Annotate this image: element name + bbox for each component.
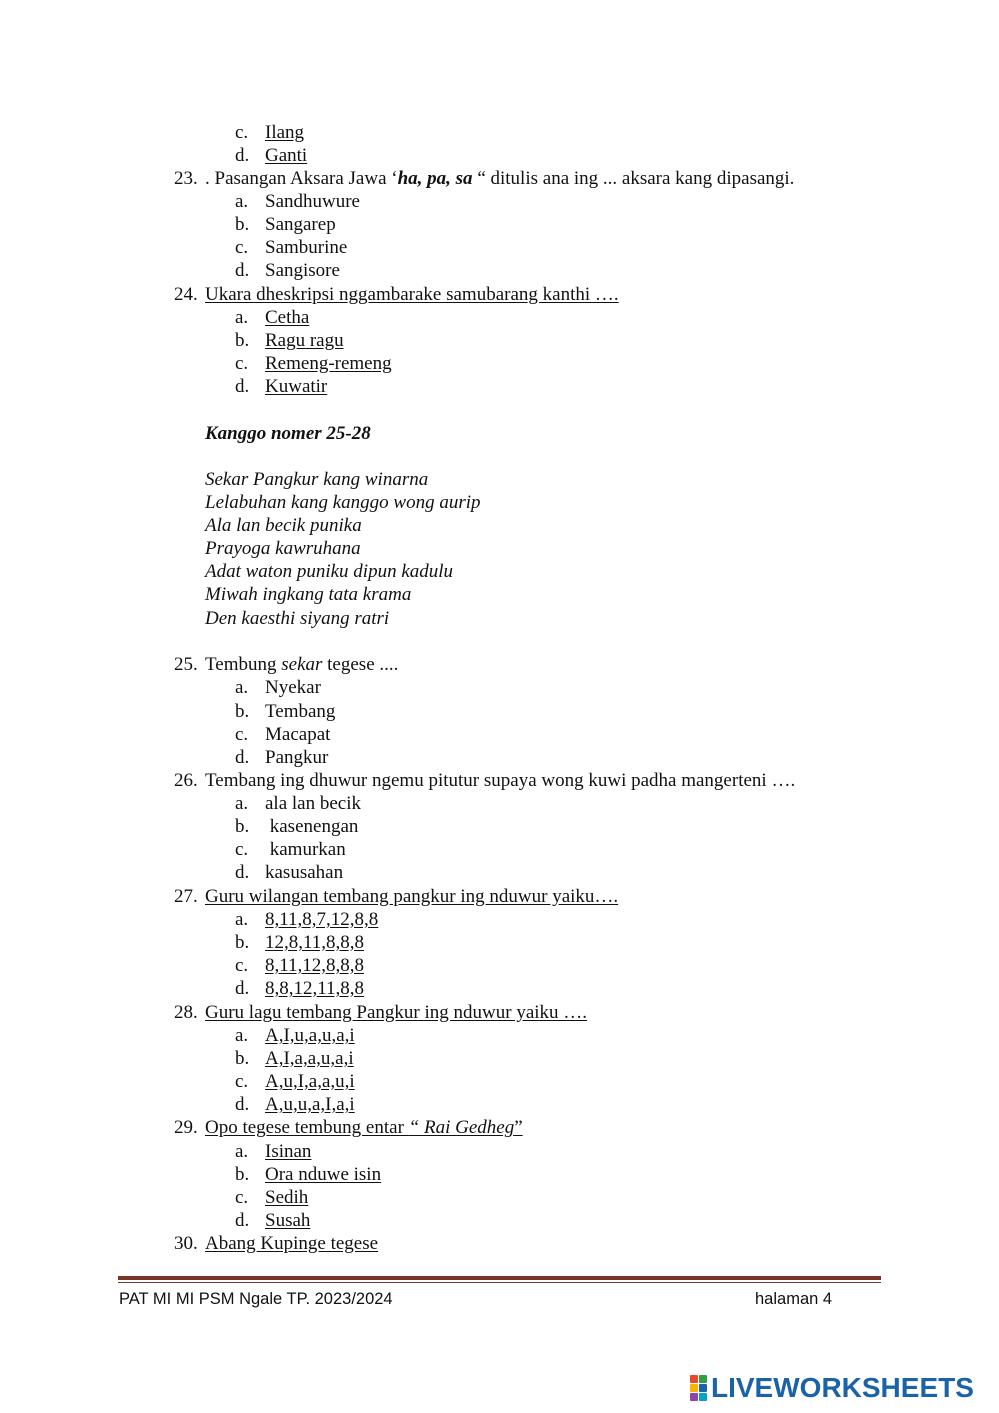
- logo-square: [690, 1393, 698, 1401]
- liveworksheets-logo: [690, 1373, 974, 1403]
- q23-option-d: [235, 259, 340, 282]
- option-text: Kuwatir: [265, 376, 328, 397]
- logo-square: [690, 1384, 698, 1392]
- option-text: Ora nduwe isin: [265, 1164, 382, 1185]
- brand-wordmark: LIVEWORKSHEETS: [711, 1372, 974, 1403]
- question-24: [174, 283, 619, 306]
- q25-option-c: [235, 723, 330, 746]
- question-number: 25.: [174, 654, 198, 675]
- q29-option-b: [235, 1163, 381, 1186]
- q28-option-d: [235, 1093, 355, 1116]
- option-letter: d.: [235, 747, 250, 768]
- option-text: A,I,a,a,u,a,i: [265, 1048, 354, 1069]
- question-number: 30.: [174, 1233, 198, 1254]
- q26-option-c: [235, 838, 346, 861]
- option-text: Sedih: [265, 1187, 309, 1208]
- option-letter: d.: [235, 1094, 250, 1115]
- option-text: kamurkan: [265, 839, 346, 860]
- option-letter: b.: [235, 816, 250, 837]
- q23-option-a: [235, 190, 360, 213]
- q23-option-b: [235, 213, 336, 236]
- passage-line: Ala lan becik punika: [205, 515, 362, 536]
- option-letter: d.: [235, 145, 250, 166]
- option-text: A,u,I,a,a,u,i: [265, 1071, 355, 1092]
- option-letter: a.: [235, 1141, 249, 1162]
- option-text: Ganti: [265, 145, 308, 166]
- option-text: A,u,u,a,I,a,i: [265, 1094, 355, 1115]
- option-letter: a.: [235, 677, 249, 698]
- option-text: A,I,u,a,u,a,i: [265, 1025, 355, 1046]
- option-letter: c.: [235, 955, 249, 976]
- option-text: Tembang: [265, 701, 336, 722]
- q23-option-c: [235, 236, 347, 259]
- passage-line: Prayoga kawruhana: [205, 538, 361, 559]
- question-28: [174, 1001, 587, 1024]
- question-number: 24.: [174, 284, 198, 305]
- option-letter: d.: [235, 1210, 250, 1231]
- footer-left: PAT MI MI PSM Ngale TP. 2023/2024: [119, 1290, 393, 1308]
- option-letter: b.: [235, 932, 250, 953]
- question-text-post: ”: [514, 1117, 523, 1138]
- q26-option-d: [235, 861, 343, 884]
- passage-line: Den kaesthi siyang ratri: [205, 608, 390, 629]
- option-letter: b.: [235, 1164, 250, 1185]
- passage-line: Sekar Pangkur kang winarna: [205, 469, 429, 490]
- footer-rule: [118, 1276, 881, 1280]
- passage-heading: Kanggo nomer 25-28: [205, 423, 371, 444]
- logo-square: [699, 1375, 707, 1383]
- option-letter: b.: [235, 701, 250, 722]
- option-text: Samburine: [265, 237, 348, 258]
- option-letter: c.: [235, 122, 249, 143]
- question-text-italic: sekar: [281, 654, 323, 675]
- q27-option-a: [235, 908, 378, 931]
- option-letter: c.: [235, 839, 249, 860]
- option-text: Sandhuwure: [265, 191, 360, 212]
- q24-option-b: [235, 329, 344, 352]
- question-text-post: tegese ....: [322, 654, 399, 675]
- q24-option-c: [235, 352, 392, 375]
- logo-grid-icon: [690, 1375, 707, 1401]
- option-text: Susah: [265, 1210, 311, 1231]
- q27-option-c: [235, 954, 364, 977]
- option-text: 12,8,11,8,8,8: [265, 932, 365, 953]
- q29-option-a: [235, 1140, 311, 1163]
- question-25: [174, 653, 398, 676]
- q29-option-c: [235, 1186, 308, 1209]
- question-27: [174, 885, 618, 908]
- q24-option-a: [235, 306, 309, 329]
- option-letter: c.: [235, 724, 249, 745]
- footer-rule-thin: [118, 1282, 881, 1283]
- option-letter: b.: [235, 330, 250, 351]
- option-letter: a.: [235, 191, 249, 212]
- option-text: 8,11,8,7,12,8,8: [265, 909, 379, 930]
- logo-square: [699, 1393, 707, 1401]
- page-number: halaman 4: [755, 1290, 833, 1308]
- option-text: 8,8,12,11,8,8: [265, 978, 365, 999]
- passage-line: Lelabuhan kang kanggo wong aurip: [205, 492, 481, 513]
- option-letter: c.: [235, 353, 249, 374]
- question-number: 23.: [174, 168, 198, 189]
- option-letter: c.: [235, 237, 249, 258]
- q26-option-b: [235, 815, 358, 838]
- option-text: Remeng-remeng: [265, 353, 392, 374]
- option-letter: a.: [235, 1025, 249, 1046]
- option-letter: a.: [235, 307, 249, 328]
- question-text: Tembang ing dhuwur ngemu pitutur supaya wong kuwi padha mangerteni ….: [205, 770, 796, 791]
- question-number: 26.: [174, 770, 198, 791]
- option-text: kasenengan: [265, 816, 359, 837]
- option-text: Sangisore: [265, 260, 340, 281]
- option-letter: c.: [235, 1071, 249, 1092]
- option-letter: d.: [235, 862, 250, 883]
- option-text: Nyekar: [265, 677, 321, 698]
- question-number: 27.: [174, 886, 198, 907]
- logo-square: [699, 1384, 707, 1392]
- q27-option-b: [235, 931, 364, 954]
- option-letter: d.: [235, 260, 250, 281]
- option-text: Isinan: [265, 1141, 312, 1162]
- q22-option-c: [235, 121, 304, 144]
- option-text: 8,11,12,8,8,8: [265, 955, 365, 976]
- question-30: [174, 1232, 378, 1255]
- option-text: ala lan becik: [265, 793, 362, 814]
- option-letter: a.: [235, 909, 249, 930]
- option-letter: b.: [235, 1048, 250, 1069]
- passage-line: Adat waton puniku dipun kadulu: [205, 561, 454, 582]
- question-text-post: “ ditulis ana ing ... aksara kang dipasangi.: [472, 168, 795, 189]
- q22-option-d: [235, 144, 307, 167]
- option-letter: b.: [235, 214, 250, 235]
- question-text-bold: ha, pa, sa: [397, 168, 473, 189]
- option-letter: c.: [235, 1187, 249, 1208]
- question-29: [174, 1116, 523, 1139]
- option-text: kasusahan: [265, 862, 344, 883]
- logo-square: [690, 1375, 698, 1383]
- question-text: Guru lagu tembang Pangkur ing nduwur yaiku ….: [205, 1002, 588, 1023]
- option-text: Cetha: [265, 307, 310, 328]
- q25-option-d: [235, 746, 328, 769]
- question-text-pre: . Pasangan Aksara Jawa ‘: [205, 168, 398, 189]
- question-number: 29.: [174, 1117, 198, 1138]
- option-text: Ilang: [265, 122, 305, 143]
- question-number: 28.: [174, 1002, 198, 1023]
- q27-option-d: [235, 977, 364, 1000]
- q25-option-b: [235, 700, 335, 723]
- option-text: Ragu ragu: [265, 330, 344, 351]
- question-text: Abang Kupinge tegese: [205, 1233, 379, 1254]
- option-letter: d.: [235, 376, 250, 397]
- option-letter: d.: [235, 978, 250, 999]
- q28-option-a: [235, 1024, 355, 1047]
- question-text-pre: Tembung: [205, 654, 282, 675]
- q25-option-a: [235, 676, 321, 699]
- q29-option-d: [235, 1209, 310, 1232]
- q26-option-a: [235, 792, 361, 815]
- question-text-pre: Opo tegese tembung entar: [205, 1117, 409, 1138]
- option-text: Sangarep: [265, 214, 336, 235]
- question-23: [174, 167, 794, 190]
- q28-option-c: [235, 1070, 355, 1093]
- question-text: Ukara dheskripsi nggambarake samubarang kanthi ….: [205, 284, 619, 305]
- option-text: Macapat: [265, 724, 331, 745]
- q28-option-b: [235, 1047, 354, 1070]
- question-text: Guru wilangan tembang pangkur ing nduwur yaiku….: [205, 886, 619, 907]
- passage-line: Miwah ingkang tata krama: [205, 584, 412, 605]
- option-text: Pangkur: [265, 747, 329, 768]
- question-text-italic: “ Rai Gedheg: [408, 1117, 515, 1138]
- option-letter: a.: [235, 793, 249, 814]
- question-26: [174, 769, 795, 792]
- q24-option-d: [235, 375, 327, 398]
